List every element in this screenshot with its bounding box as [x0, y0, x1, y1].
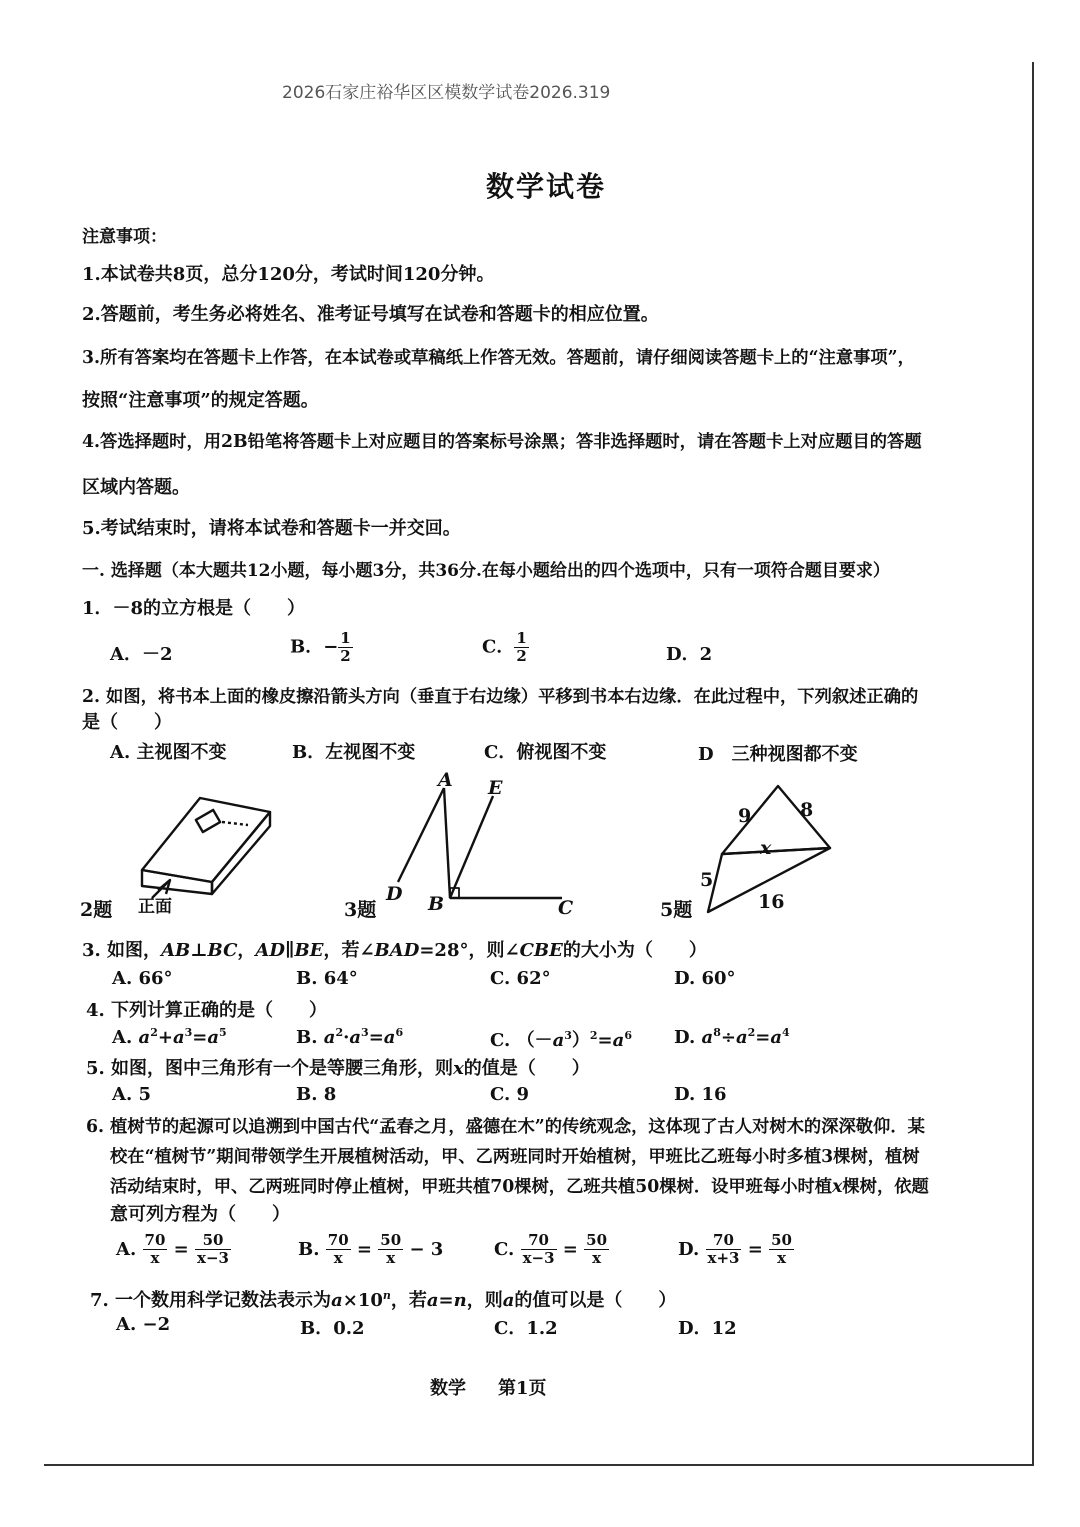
fig3-label-b: B — [428, 893, 445, 915]
section-1-heading: 一. 选择题（本大题共12小题，每小题3分，共36分.在每小题给出的四个选项中，只有一项符合题目要求） — [82, 561, 890, 581]
notice-line-2: 2.答题前，考生务必将姓名、准考证号填写在试卷和答题卡的相应位置。 — [82, 304, 659, 325]
q3-bc: BC — [207, 940, 238, 961]
option-c-fraction — [514, 630, 528, 665]
eq: = — [192, 1027, 208, 1048]
question-6-option-b — [298, 1232, 443, 1267]
question-4-stem: 4. 下列计算正确的是（ ） — [86, 1000, 328, 1021]
label: D. — [678, 1239, 700, 1260]
var: a — [172, 1027, 185, 1048]
var: a — [552, 1030, 565, 1051]
question-3-stem — [82, 936, 707, 962]
label: B. — [298, 1239, 320, 1260]
eq: = — [747, 1239, 763, 1260]
question-3-option-d: D. 60° — [674, 968, 736, 989]
var: a — [207, 1027, 220, 1048]
exp: 2 — [335, 1026, 344, 1039]
fig5-label-x: x — [760, 837, 772, 859]
label: D. — [674, 1027, 696, 1048]
q3-perp: ⊥ — [190, 940, 208, 961]
fig3-label-d: D — [386, 883, 403, 905]
q3-be: BE — [294, 940, 324, 961]
q5-text: 5. 如图，图中三角形有一个是等腰三角形，则 — [86, 1058, 454, 1079]
denominator: x — [333, 1249, 343, 1267]
question-6-line-4: 意可列方程为（ ） — [110, 1204, 290, 1225]
var: a — [735, 1027, 748, 1048]
question-6-line-1: 6. 植树节的起源可以追溯到中国古代“孟春之月，盛德在木”的传统观念，这体现了古人对树木的深深敬仰．某 — [86, 1117, 925, 1137]
var: a — [138, 1027, 151, 1048]
question-5-option-b: B. 8 — [296, 1084, 337, 1105]
question-4-option-b — [296, 1026, 403, 1048]
fraction-numerator: 1 — [340, 629, 351, 647]
tail: − 3 — [409, 1239, 444, 1260]
question-7-option-a: A. −2 — [116, 1314, 171, 1335]
figures-svg — [0, 762, 1080, 932]
q6-text-post: 棵树，依题 — [842, 1177, 929, 1197]
notice-line-1: 1.本试卷共8页，总分120分，考试时间120分钟。 — [82, 264, 495, 285]
exp: 5 — [219, 1026, 227, 1039]
notice-line-3: 3.所有答案均在答题卡上作答，在本试卷或草稿纸上作答无效。答题前，请仔细阅读答题卡上的“注意事项”， — [82, 348, 915, 368]
q3-val: =28°，则∠ — [419, 940, 520, 961]
q3-end: 的大小为（ ） — [562, 940, 707, 961]
fraction-numerator: 1 — [516, 629, 527, 647]
label: A. — [112, 1027, 133, 1048]
q3-mid: ，若∠ — [323, 940, 375, 961]
option-b-prefix: B．− — [290, 636, 339, 658]
q6-text: 活动结束时，甲、乙两班同时停止植树，甲班共植70棵树，乙班共植50棵树．设甲班每小时植 — [110, 1177, 833, 1197]
page-title: 数学试卷 — [486, 170, 607, 203]
notice-line-4: 按照“注意事项”的规定答题。 — [82, 390, 319, 411]
q3-sep: ， — [237, 940, 256, 961]
fig3-label-c: C — [558, 897, 574, 919]
question-7-stem — [90, 1286, 676, 1312]
question-2-option-d: D 三种视图都不变 — [698, 744, 858, 765]
eq: = — [368, 1027, 384, 1048]
q3-par: ∥ — [284, 940, 295, 961]
question-2-option-c: C．俯视图不变 — [484, 742, 607, 763]
fraction — [584, 1232, 609, 1267]
exp: 6 — [624, 1029, 632, 1042]
denominator: x+3 — [707, 1249, 740, 1267]
var: a — [612, 1030, 625, 1051]
q3-text: 3. 如图， — [82, 940, 162, 961]
q6-x: x — [832, 1177, 843, 1197]
eq: = — [356, 1239, 373, 1260]
denominator: x — [150, 1249, 160, 1267]
q7-n: n — [453, 1290, 467, 1311]
q5-x: x — [453, 1058, 464, 1079]
fig3-label-a: A — [438, 769, 453, 791]
exp: 2 — [747, 1026, 756, 1039]
fig5-label-9: 9 — [738, 805, 752, 827]
paren: （－ — [516, 1030, 553, 1051]
exp: 4 — [782, 1026, 790, 1039]
label: A. — [116, 1239, 137, 1260]
numerator: 50 — [195, 1232, 231, 1250]
fig2-caption: 2题 — [80, 899, 113, 921]
footer-subject: 数学 — [430, 1378, 466, 1399]
fraction — [706, 1232, 742, 1267]
footer-page-number: 第1页 — [498, 1378, 547, 1399]
var: a — [383, 1027, 396, 1048]
exp: 3 — [564, 1029, 572, 1042]
fraction — [326, 1232, 351, 1267]
op: + — [157, 1027, 173, 1048]
q3-ad: AD — [255, 940, 285, 961]
question-1-option-a: A．－2 — [110, 644, 173, 665]
fraction — [195, 1232, 231, 1267]
q7-post: 的值可以是（ ） — [514, 1290, 677, 1311]
var: a — [701, 1027, 714, 1048]
q7-mid: ，若 — [390, 1290, 427, 1311]
op: · — [343, 1027, 350, 1048]
q7-var: a — [502, 1290, 515, 1311]
question-7-option-d: D．12 — [678, 1318, 737, 1339]
question-1-option-d: D．2 — [666, 644, 713, 665]
question-6-option-d — [678, 1232, 794, 1267]
q7-exp: n — [382, 1289, 391, 1302]
var: a — [349, 1027, 362, 1048]
fig5-label-5: 5 — [700, 869, 714, 891]
exp: 3 — [361, 1026, 369, 1039]
numerator: 70 — [327, 1231, 349, 1249]
fig5-caption: 5题 — [660, 899, 693, 921]
denominator: x — [386, 1249, 396, 1267]
label: C. — [494, 1239, 515, 1260]
fig5-label-16: 16 — [758, 891, 785, 913]
book-figure — [142, 798, 270, 898]
question-4-option-a — [112, 1026, 227, 1048]
question-6-option-a — [116, 1232, 231, 1267]
fig2-front-label: 正面 — [138, 897, 172, 917]
question-5-stem — [86, 1054, 590, 1080]
numerator: 50 — [586, 1231, 608, 1249]
bottom-border-line — [44, 1464, 1034, 1466]
question-7-option-c: C．1.2 — [494, 1318, 558, 1339]
question-2-stem-line-2: 是（ ） — [82, 712, 172, 733]
notice-line-7: 5.考试结束时，请将本试卷和答题卡一并交回。 — [82, 518, 461, 539]
option-b-fraction — [338, 630, 352, 665]
q7-times: ×10 — [342, 1290, 383, 1311]
paren: ） — [571, 1030, 590, 1051]
exam-source-header: 2026石家庄裕华区区模数学试卷2026.319 — [282, 83, 611, 103]
notice-line-5: 4.答选择题时，用2B铅笔将答题卡上对应题目的答案标号涂黑；答非选择题时，请在答题卡上对应题目的答题 — [82, 432, 922, 452]
q3-cbe: CBE — [519, 940, 563, 961]
q3-bad: BAD — [374, 940, 420, 961]
q5-text-post: 的值是（ ） — [463, 1058, 590, 1079]
question-2-stem-line-1: 2. 如图，将书本上面的橡皮擦沿箭头方向（垂直于右边缘）平移到书本右边缘．在此过程中，下列叙述正确的 — [82, 687, 919, 707]
var: a — [770, 1027, 783, 1048]
q7-eq: = — [438, 1290, 454, 1311]
question-6-line-3 — [110, 1172, 929, 1197]
eq: = — [597, 1030, 613, 1051]
question-1-option-c — [482, 630, 529, 665]
notice-line-6: 区域内答题。 — [82, 477, 190, 498]
question-5-option-a: A. 5 — [112, 1084, 152, 1105]
question-3-option-b: B. 64° — [296, 968, 358, 989]
numerator: 70 — [521, 1232, 557, 1250]
var: a — [323, 1027, 336, 1048]
op: ÷ — [720, 1027, 736, 1048]
fraction — [378, 1232, 403, 1267]
question-4-option-d — [674, 1026, 790, 1048]
question-1-stem: 1．－8的立方根是（ ） — [82, 598, 306, 619]
q7-var: a — [331, 1290, 343, 1311]
numerator: 50 — [380, 1231, 402, 1249]
fraction-denominator: 2 — [516, 647, 527, 665]
question-6-line-2: 校在“植树节”期间带领学生开展植树活动，甲、乙两班同时开始植树，甲班比乙班每小时多植3棵树，植树 — [110, 1147, 920, 1167]
q7-text: 7. 一个数用科学记数法表示为 — [90, 1290, 332, 1311]
fraction — [521, 1232, 557, 1267]
eq: = — [562, 1239, 578, 1260]
fig3-label-e: E — [488, 777, 503, 799]
denominator: x — [777, 1249, 787, 1267]
question-5-option-d: D. 16 — [674, 1084, 727, 1105]
exp: 3 — [184, 1026, 193, 1039]
angle-figure — [398, 788, 562, 898]
question-4-option-c — [490, 1026, 632, 1052]
eq: = — [173, 1239, 189, 1260]
question-3-option-c: C. 62° — [490, 968, 551, 989]
option-c-prefix: C． — [482, 636, 515, 658]
exp: 6 — [395, 1026, 404, 1039]
fraction — [143, 1232, 168, 1267]
question-2-option-b: B．左视图不变 — [292, 742, 416, 763]
question-7-option-b: B．0.2 — [300, 1318, 365, 1339]
eq: = — [755, 1027, 771, 1048]
label: B. — [296, 1027, 318, 1048]
question-3-option-a: A. 66° — [112, 968, 173, 989]
question-2-option-a: A. 主视图不变 — [110, 742, 227, 763]
fig5-label-8: 8 — [800, 799, 814, 821]
fraction-denominator: 2 — [340, 647, 351, 665]
exp: 2 — [150, 1026, 158, 1039]
numerator: 70 — [706, 1232, 742, 1250]
question-1-option-b — [290, 630, 353, 665]
denominator: x−3 — [197, 1249, 229, 1267]
notice-heading: 注意事项： — [82, 227, 167, 247]
exp: 8 — [713, 1026, 721, 1039]
fraction — [769, 1232, 794, 1267]
label: C. — [490, 1030, 511, 1051]
numerator: 50 — [771, 1231, 792, 1249]
question-5-option-c: C. 9 — [490, 1084, 530, 1105]
exp: 2 — [589, 1029, 598, 1042]
fig3-caption: 3题 — [344, 899, 377, 921]
denominator: x−3 — [522, 1249, 555, 1267]
q3-ab: AB — [161, 940, 191, 961]
question-6-option-c — [494, 1232, 609, 1267]
numerator: 70 — [144, 1231, 166, 1249]
q7-var: a — [426, 1290, 439, 1311]
q7-mid2: ，则 — [466, 1290, 503, 1311]
denominator: x — [592, 1249, 602, 1267]
